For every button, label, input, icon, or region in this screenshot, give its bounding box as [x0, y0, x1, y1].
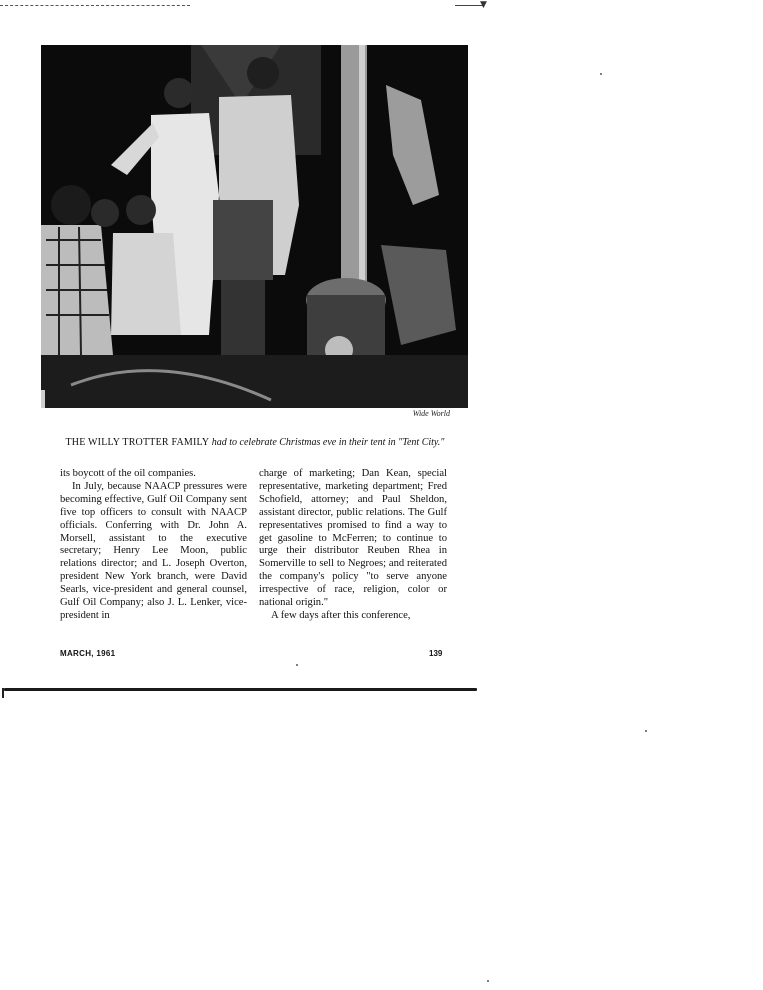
bottom-edge-tick: [2, 688, 4, 698]
caption-lead: THE WILLY TROTTER FAMILY: [65, 437, 210, 448]
scan-speck: [487, 980, 489, 982]
scan-speck: [645, 730, 647, 732]
paragraph: A few days after this conference,: [271, 609, 411, 621]
caption-rest: had to celebrate Christmas eve in their tent in "Tent City.": [211, 437, 445, 448]
bottom-edge-rule: [4, 688, 477, 691]
scan-speck: [600, 73, 602, 75]
page-number: 139: [429, 649, 443, 658]
scan-speck: [296, 664, 298, 666]
paragraph: In July, because NAACP pressures were becoming effective, Gulf Oil Company sent five top officers to consult with NAACP officials. Conferring with Dr. John A. Morsell, assistant to the executive secretary; Henry Lee Moon, public relations director; and L. Joseph Overton, president New York branch, were David Searls, vice-president and general counsel, Gulf Oil Company; also J. L. Lenker, vice-president in: [60, 480, 247, 621]
photo-caption: [60, 437, 450, 449]
family-photograph: [41, 45, 468, 408]
issue-date: MARCH, 1961: [60, 649, 116, 658]
article-column-right: [259, 468, 447, 623]
arrow-marker-icon: ▼: [480, 0, 487, 10]
paragraph: charge of marketing; Dan Kean, special representative, marketing department; Fred Schofield, attorney; and Paul Sheldon, assistant director, public relations. The Gulf representatives promised to find a way to get gasoline to McFerren; to continue to urge their distributor Reuben Rhea in Somerville to sell to Negroes; and reiterated the company's policy "to serve anyone irrespective of race, religion, color or national origin.": [259, 468, 447, 609]
top-edge-rule: [0, 5, 190, 6]
paragraph: its boycott of the oil companies.: [60, 468, 196, 479]
photo-illustration: [41, 45, 468, 408]
article-column-left: [60, 468, 247, 623]
top-edge-rule-right: [455, 5, 483, 6]
photo-credit: Wide World: [412, 409, 450, 418]
